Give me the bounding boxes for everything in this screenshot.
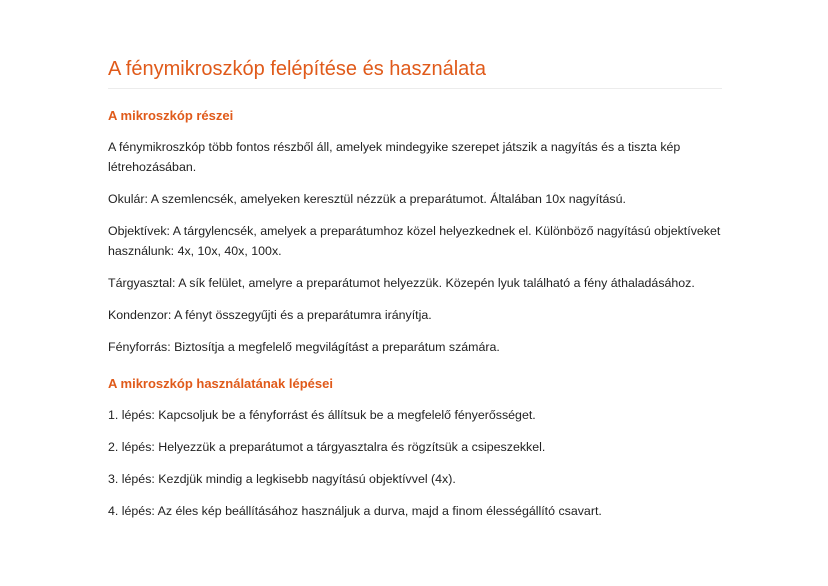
page-title: A fénymikroszkóp felépítése és használata	[108, 56, 722, 89]
paragraph-kondenzor: Kondenzor: A fényt összegyűjti és a preparátumra irányítja.	[108, 308, 432, 322]
paragraph-intro: A fénymikroszkóp több fontos részből áll, amelyek mindegyike szerepet játszik a nagyítás és a tiszta kép létrehozásában.	[108, 140, 681, 174]
paragraph-step-3: 3. lépés: Kezdjük mindig a legkisebb nagyítású objektívvel (4x).	[108, 472, 456, 486]
paragraph-step-1: 1. lépés: Kapcsoljuk be a fényforrást és állítsuk be a megfelelő fényerősséget.	[108, 408, 536, 422]
section-heading-parts: A mikroszkóp részei	[108, 108, 234, 123]
paragraph-step-4: 4. lépés: Az éles kép beállításához használjuk a durva, majd a finom élességállító csavart.	[108, 504, 602, 518]
paragraph-targyasztal: Tárgyasztal: A sík felület, amelyre a preparátumot helyezzük. Közepén lyuk található a fény áthaladásához.	[108, 276, 695, 290]
paragraph-okular: Okulár: A szemlencsék, amelyeken keresztül nézzük a preparátumot. Általában 10x nagyítású.	[108, 192, 626, 206]
document-content	[108, 56, 722, 521]
paragraph-step-2: 2. lépés: Helyezzük a preparátumot a tárgyasztalra és rögzítsük a csipeszekkel.	[108, 440, 546, 454]
section-heading-steps: A mikroszkóp használatának lépései	[108, 376, 333, 391]
paragraph-fenyforras: Fényforrás: Biztosítja a megfelelő megvilágítást a preparátum számára.	[108, 340, 500, 354]
paragraph-objektivek: Objektívek: A tárgylencsék, amelyek a preparátumhoz közel helyezkednek el. Különböző nagyítású objektíveket használunk: 4x, 10x, 40x, 100x.	[108, 224, 721, 258]
